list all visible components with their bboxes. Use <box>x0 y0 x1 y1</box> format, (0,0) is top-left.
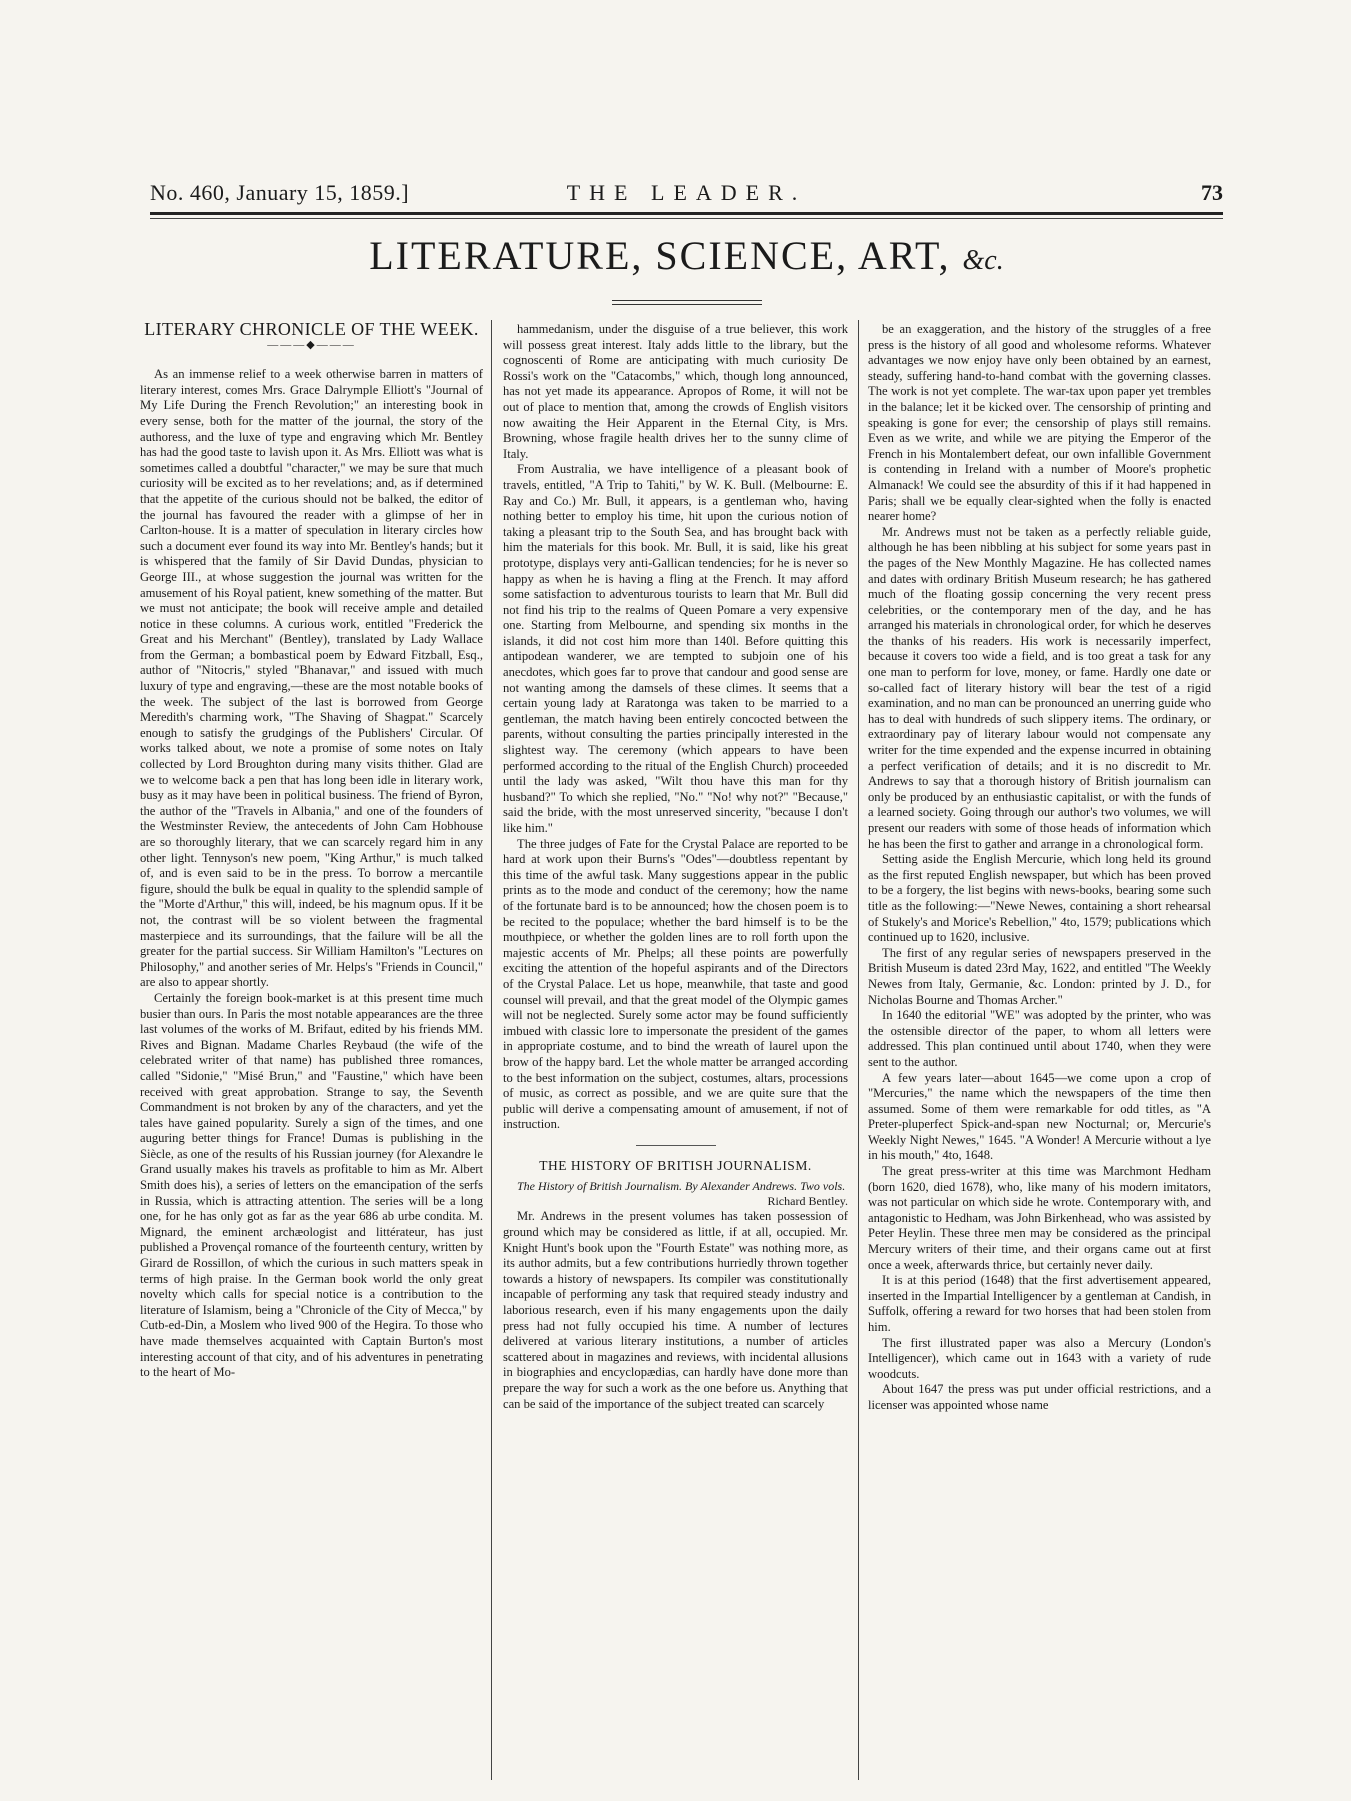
column-2 <box>503 322 848 1777</box>
section-title-etc: &c. <box>962 245 1004 276</box>
paragraph: be an exaggeration, and the history of the struggles of a free press is the history of all good and wholesome reforms. Whatever advantages we now enjoy have only been obtained by an earnest, steady, suffering hand-to-hand combat with the governing classes. The work is not yet complete. The war-tax upon paper yet trembles in the balance; let it be kicked over. The censorship of printing and speaking is gone for ever; the censorship of plays still remains. Even as we write, and while we are pitying the Emperor of the French in his Montalembert defeat, our own infallible Government is contending in Ireland with a number of Moore's prophetic Almanack! We could see the absurdity of this if it had happened in Paris; shall we be equally clear-sighted when the folly is enacted nearer home? <box>868 322 1211 524</box>
review-publisher: Richard Bentley. <box>767 1194 848 1209</box>
column-1 <box>140 322 483 1777</box>
page-number: 73 <box>1201 180 1223 205</box>
paragraph: The great press-writer at this time was Marchmont Hedham (born 1620, died 1678), who, like many of his modern imitators, was not particular on which side he wrote. Contemporary with, and antagonistic to Hedham, was John Birkenhead, who was assisted by Peter Heylin. These three men may be considered as the principal Mercury writers of their time, and their organs came out at first once a week, afterwards thrice, but certainly never daily. <box>868 1164 1211 1272</box>
column-rule <box>858 320 859 1780</box>
paragraph: Mr. Andrews must not be taken as a perfectly reliable guide, although he has been nibbling at his subject for some years past in the pages of the New Monthly Magazine. He has collected names and dates with ordinary British Museum research; he has gathered much of the floating gossip concerning the very recent press celebrities, or the contemporary men of the day, and he has arranged his materials in chronological order, for which he deserves the thanks of his readers. His work is necessarily imperfect, because it covers too wide a field, and is too great a task for any one man to perform for love, money, or fame. Hardly one date or so-called fact of literary history will bear the test of a rigid examination, and no man can be pronounced an unerring guide who has to deal with hundreds of such slippery items. The ordinary, or extraordinary pay of literary labour would not compensate any writer for the time expended and the expense incurred in obtaining a perfect verification of details; and it is no discredit to Mr. Andrews to say that a thorough history of British journalism can only be produced by an enthusiastic capitalist, or with the funds of a learned society. Going through our author's two volumes, we will present our readers with some of those heads of information which he has been the first to gather and arrange in a chronological form. <box>868 524 1211 851</box>
paragraph: A few years later—about 1645—we come upon a crop of "Mercuries," the name which the newspapers of the time then assumed. Some of them were remarkable for odd titles, as "A Preter-pluperfect Spick-and-span new Nocturnal; or, Mercurie's Weekly Night Newes," 1645. "A Wonder! A Mercurie without a lye in his mouth," 4to, 1648. <box>868 1070 1211 1163</box>
title-rule <box>612 304 762 305</box>
section-title-text: LITERATURE, SCIENCE, ART, <box>369 233 951 278</box>
review-title: The History of British Journalism. By Alexander Andrews. Two vols. <box>517 1179 846 1194</box>
column-rule <box>491 320 492 1780</box>
paragraph: It is at this period (1648) that the first advertisement appeared, inserted in the Impartial Intelligencer by a gentleman at Candish, in Suffolk, offering a reward for two horses that had been stolen from him. <box>868 1273 1211 1334</box>
review-citation <box>503 1179 848 1209</box>
paragraph: Certainly the foreign book-market is at this present time much busier than ours. In Paris the most notable appearances are the three last volumes of the works of M. Brifaut, edited by his friends MM. Rives and Bignan. Madame Charles Reybaud (the wife of the celebrated writer of that name) has published three romances, called "Sidonie," "Misé Brun," and "Faustine," which have been received with great approbation. Strange to say, the Seventh Commandment is not broken by any of the characters, and yet the tales have gained popularity. Surely a sign of the times, and one auguring better things for France! Dumas is publishing in the Siècle, as one of the results of his Russian journey (for Alexandre le Grand usually makes his travels as profitable to him as Mr. Albert Smith does his), a series of letters on the emancipation of the serfs in Russia, which is attracting attention. The series will be a long one, for he has only got as far as the year 686 ab urbe condita. M. Mignard, the eminent archæologist and littérateur, has just published a Provençal romance of the fourteenth century, written by Girard de Rossillon, of which the curious in such matters speak in terms of high praise. In the German book world the only great novelty which calls for special notice is a contribution to the literature of Islamism, being a "Chronicle of the City of Mecca," by Cutb-ed-Din, a Moslem who lived 900 of the Hegira. To those who have made themselves acquainted with Captain Burton's most interesting account of that city, and of his adventures in penetrating to the heart of Mo- <box>140 990 483 1380</box>
paragraph: Setting aside the English Mercurie, which long held its ground as the first reputed English newspaper, but which has been proved to be a forgery, the list begins with news-books, bearing some such title as the following:—"Newe Newes, containing a short rehearsal of Stukely's and Morice's Rebellion," 4to, 1579; publications which continued up to 1620, inclusive. <box>868 852 1211 945</box>
paragraph: As an immense relief to a week otherwise barren in matters of literary interest, comes Mrs. Grace Dalrymple Elliott's "Journal of My Life During the French Revolution;" an interesting book in every sense, both for the matter of the journal, the story of the authoress, and the luxe of type and engraving which Mr. Bentley has had the good taste to lavish upon it. As Mrs. Elliott was what is sometimes called a doubtful "character," we may be sure that much curiosity will be excited as to her revelations; and, as if determined that the appetite of the curious should not be balked, the editor of the journal has favoured the reader with a glimpse of her in Carlton-house. It is a matter of speculation in literary circles how such a document ever found its way into Mr. Bentley's hands; but it is whispered that the family of Sir David Dundas, physician to George III., at whose suggestion the journal was written for the amusement of his Royal patient, knew something of the matter. But we must not anticipate; the book will receive ample and detailed notice in these columns. A curious work, entitled "Frederick the Great and his Merchant" (Bentley), translated by Lady Wallace from the German; a bombastical poem by Edward Fitzball, Esq., author of "Nitocris," styled "Bhanavar," and issued with much luxury of type and engraving,—these are the most notable books of the week. The subject of the last is borrowed from George Meredith's charming work, "The Shaving of Shagpat." Scarcely enough to satisfy the grudgings of the Publishers' Circular. Of works talked about, we note a promise of some notes on Italy collected by Lord Broughton during many visits thither. Glad are we to welcome back a pen that has long been idle in literary work, busy as it may have been in political business. The friend of Byron, the author of the "Travels in Albania," and one of the founders of the Westminster Review, the antecedents of John Cam Hobhouse are so thoroughly literary, that we can scarcely regard him in any other light. Tennyson's new poem, "King Arthur," is much talked of, and is even said to be in the press. To borrow a mercantile figure, should the bulk be equal in quality to the splendid sample of the "Morte d'Arthur," this will, indeed, be his magnum opus. If it be not, the contrast will be so violent between the fragmental masterpiece and its surroundings, that the failure will be all the greater for the partial success. Sir William Hamilton's "Lectures on Philosophy," and another series of Mr. Helps's "Friends in Council," are also to appear shortly. <box>140 367 483 990</box>
paragraph: The three judges of Fate for the Crystal Palace are reported to be hard at work upon their Burns's "Odes"—doubtless repentant by this time of the awful task. Many suggestions appear in the public prints as to the mode and conduct of the ceremony; how the name of the fortunate bard is to be announced; how the chosen poem is to be recited to the populace; whether the bard himself is to be the mouthpiece, or whether the golden lines are to roll forth upon the majestic accents of Mr. Phelps; all these points are powerfully exciting the attention of the hopeful aspirants and of the Directors of the Crystal Palace. Let us hope, meanwhile, that taste and good counsel will prevail, and that the great model of the Olympic games will not be neglected. Surely some actor may be found sufficiently imbued with classic lore to impersonate the president of the games in appropriate costume, and to bind the wreath of laurel upon the brow of the happy bard. Let the whole matter be arranged according to the best information on the subject, costumes, altars, processions of music, as correct as possible, and we are quite sure that the public will derive a compensating amount of amusement, if not of instruction. <box>503 836 848 1132</box>
section-title <box>150 232 1223 279</box>
paragraph: Mr. Andrews in the present volumes has taken possession of ground which may be considered as little, if at all, occupied. Mr. Knight Hunt's book upon the "Fourth Estate" was nothing more, as its author admits, but a few contributions hurriedly thrown together towards a history of newspapers. Its compiler was constitutionally incapable of performing any task that required steady industry and laborious research, even if his many engagements upon the daily press had not fully occupied his time. A number of lectures delivered at various literary institutions, a number of articles scattered about in magazines and reviews, with incidental allusions in biographies and encyclopædias, can hardly have done more than prepare the way for such a work as the one before us. Anything that can be said of the importance of the subject treated can scarcely <box>503 1209 848 1411</box>
column-3 <box>868 322 1211 1777</box>
masthead <box>150 170 1223 214</box>
issue-line: No. 460, January 15, 1859.] <box>150 180 410 205</box>
column-heading: LITERARY CHRONICLE OF THE WEEK. <box>144 322 479 339</box>
paragraph: hammedanism, under the disguise of a true believer, this work will possess great interest. Italy adds little to the library, but the cognoscenti of Rome are anticipating with much curiosity De Rossi's work on the "Catacombs," which, though long announced, has not yet made its appearance. Apropos of Rome, it will not be out of place to mention that, among the crowds of English visitors now awaiting the Heir Apparent in the Eternal City, is Mrs. Browning, whose fragile health drives her to the sunny clime of Italy. <box>503 322 848 461</box>
paragraph: The first of any regular series of newspapers preserved in the British Museum is dated 23rd May, 1622, and entitled "The Weekly Newes from Italy, Germanie, &c. London: printed by J. D., for Nicholas Bourne and Thomas Archer." <box>868 945 1211 1007</box>
heading-ornament: ———◆——— <box>267 338 356 351</box>
paragraph: In 1640 the editorial "WE" was adopted by the printer, who was the ostensible director of the paper, to whom all letters were addressed. This plan continued until about 1740, when they were sent to the author. <box>868 1008 1211 1069</box>
paragraph: From Australia, we have intelligence of a pleasant book of travels, entitled, "A Trip to Tahiti," by W. K. Bull. (Melbourne: E. Ray and Co.) Mr. Bull, it appears, is a gentleman who, having nothing better to employ his time, hit upon the curious notion of taking a pleasant trip to the South Sea, and has brought back with him the materials for this book. Mr. Bull, it is said, like his great prototype, displays very anti-Gallican tendencies; for he is never so happy as when he is having a fling at the French. It may afford some satisfaction to adventurous tourists to learn that Mr. Bull did not find his trip to the realms of Queen Pomare a very expensive one. Starting from Melbourne, and spending six months in the islands, it did not cost him more than 140l. Before quitting this antipodean wanderer, we are tempted to subjoin one of his anecdotes, which goes far to prove that candour and good sense are not wanting among the damsels of these climes. It seems that a certain young lady at Raratonga was taken to be married to a gentleman, the match having been entirely concocted between the parents, without consulting the parties principally interested in the slightest way. The ceremony (which appears to have been performed according to the ritual of the English Church) proceeded until the lady was asked, "Wilt thou have this man for thy husband?" To which she replied, "No." "No! why not?" "Because," said the bride, with the most unreserved sincerity, "because I don't like him." <box>503 462 848 835</box>
masthead-rule-thin <box>150 218 1223 219</box>
paper-name: THE LEADER. <box>566 180 807 205</box>
paragraph: About 1647 the press was put under official restrictions, and a licenser was appointed whose name <box>868 1382 1211 1412</box>
paragraph: The first illustrated paper was also a Mercury (London's Intelligencer), which came out in 1643 with a variety of rude woodcuts. <box>868 1335 1211 1381</box>
masthead-rule-thick <box>150 212 1223 215</box>
article-heading: THE HISTORY OF BRITISH JOURNALISM. <box>539 1157 812 1173</box>
title-rule <box>612 300 762 301</box>
separator-rule <box>636 1145 716 1146</box>
